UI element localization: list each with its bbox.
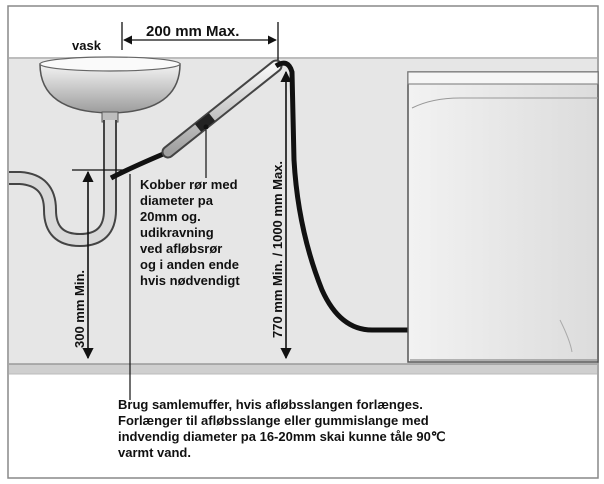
appliance	[408, 72, 598, 362]
bottom-note-line: Brug samlemuffer, hvis afløbsslangen forlænges.	[118, 397, 423, 412]
copper-note-line: 20mm og.	[140, 209, 201, 224]
copper-note-line: og i anden ende	[140, 257, 239, 272]
left-dimension-label: 300 mm Min.	[72, 269, 87, 348]
copper-note-line: diameter pa	[140, 193, 213, 208]
bottom-note-line: indvendig diameter pa 16-20mm skai kunne tåle 90℃	[118, 429, 446, 444]
bottom-note-line: Forlænger til afløbsslange eller gummislange med	[118, 413, 429, 428]
top-dimension-label: 200 mm Max.	[146, 23, 240, 40]
bottom-note-line: varmt vand.	[118, 445, 191, 460]
copper-note-line: Kobber rør med	[140, 177, 238, 192]
sink-label: vask	[72, 38, 101, 53]
floor-strip	[9, 364, 597, 374]
right-dimension-label: 770 mm Min. / 1000 mm Max.	[270, 160, 285, 338]
copper-note-line: ved afløbsrør	[140, 241, 223, 256]
copper-note-line: udikravning	[140, 225, 214, 240]
copper-note-line: hvis nødvendigt	[140, 273, 240, 288]
